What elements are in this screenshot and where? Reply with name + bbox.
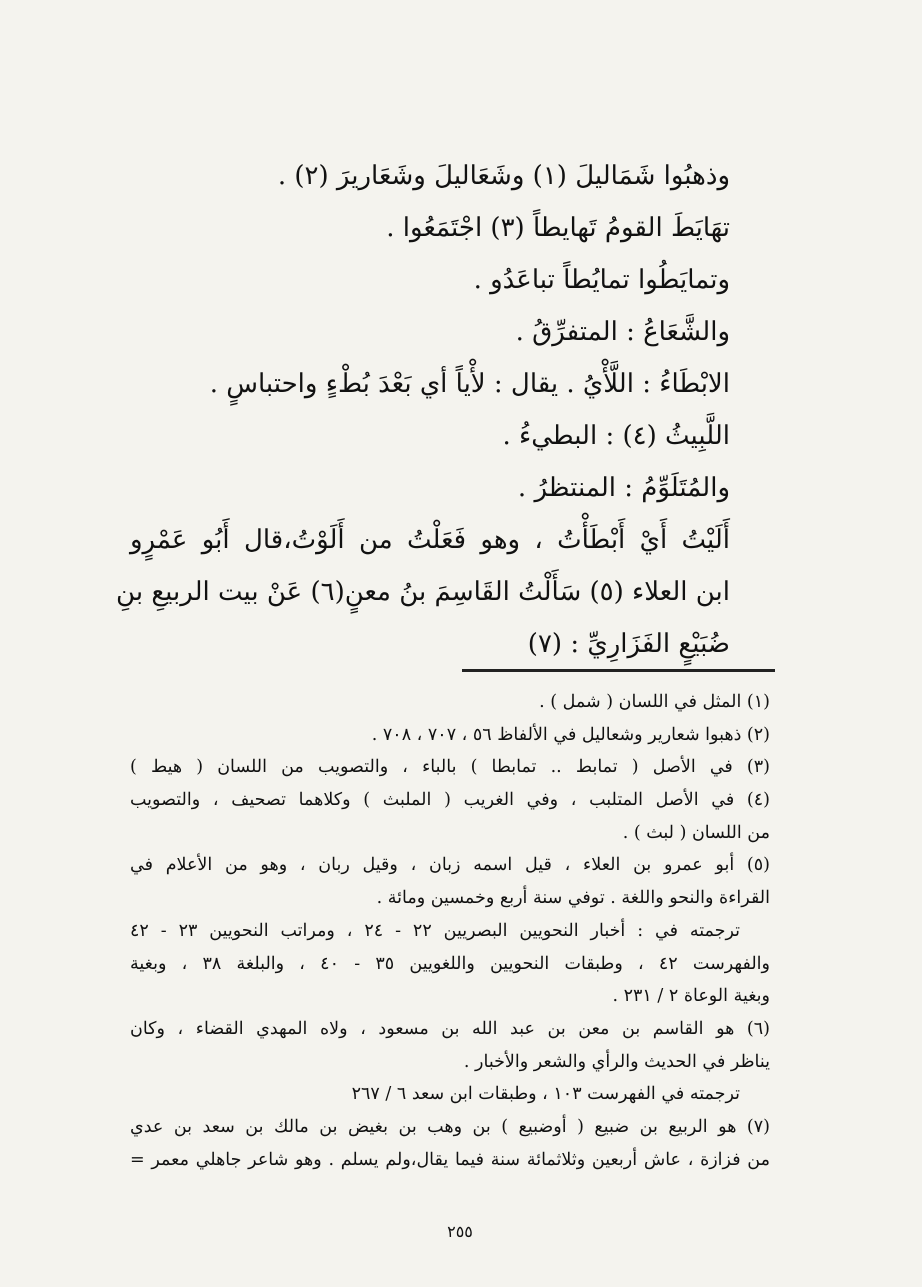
main-text-line: اللَّبِيثُ (٤) : البطيءُ . [502, 421, 730, 451]
footnote-line: من فزازة ، عاش أربعين وثلاثمائة سنة فيما يقال،ولم يسلم . وهو شاعر جاهلي معمر = [130, 1149, 770, 1170]
footnote-line: (٢) ذهبوا شعارير وشعاليل في الألفاظ ٥٦ ، ٧٠٧ ، ٧٠٨ . [371, 724, 770, 745]
footnote-line: ترجمته في : أخبار النحويين البصريين ٢٢ - ٢٤ ، ومراتب النحويين ٢٣ - ٤٢ [130, 920, 740, 941]
main-text-line: وذهبُوا شَمَاليلَ (١) وشَعَاليلَ وشَعَاريرَ (٢) . [277, 161, 730, 191]
footnote-line: (٣) في الأصل ( تمابط .. تمابطا ) بالباء ، والتصويب من اللسان ( هيط ) [130, 757, 770, 778]
main-text-line: ابن العلاء (٥) سَأَلْتُ القَاسِمَ بنُ معنٍ(٦) عَنْ بيت الربيعِ بنِ [116, 577, 730, 607]
main-text [116, 150, 730, 670]
footnote-line: (٤) في الأصل المتلبب ، وفي الغريب ( الملبث ) وكلاهما تصحيف ، والتصويب [130, 790, 770, 811]
footnote-line: (٦) هو القاسم بن معن بن عبد الله بن مسعود ، ولاه المهدي القضاء ، وكان [130, 1018, 770, 1039]
footnote-separator [462, 669, 775, 672]
footnote-line: والفهرست ٤٢ ، وطبقات النحويين واللغويين ٣٥ - ٤٠ ، والبلغة ٣٨ ، وبغية [130, 953, 770, 974]
footnotes [130, 686, 770, 1176]
footnote-line: (٧) هو الربيع بن ضبيع ( أوضبيع ) بن وهب بن بغيض بن مالك بن سعد بن عدي [130, 1116, 770, 1137]
footnote-line: وبغية الوعاة ٢ / ٢٣١ . [612, 986, 770, 1007]
footnote-line: (١) المثل في اللسان ( شمل ) . [539, 692, 770, 712]
main-text-line: ضُبَيْعٍ الفَزَارِيِّ : (٧) [527, 629, 730, 659]
main-text-line: الابْطَاءُ : اللَّأْيُ . يقال : لأْياً أي بَعْدَ بُطْءٍ واحتباسٍ . [209, 369, 730, 399]
main-text-line: وتمايَطُوا تمايُطاً تباعَدُو . [473, 265, 730, 295]
main-text-line: تهَايَطَ القومُ تَهايطاً (٣) اجْتَمَعُوا . [386, 213, 730, 243]
page-number: ٢٥٥ [447, 1222, 473, 1241]
footnote-line: ترجمته في الفهرست ١٠٣ ، وطبقات ابن سعد ٦ / ٢٦٧ [351, 1084, 740, 1105]
main-text-line: والشَّعَاعُ : المتفرِّقُ . [515, 317, 730, 347]
main-text-line: أَلَيْتُ أَيْ أَبْطَأْتُ ، وهو فَعَلْتُ من أَلَوْتُ،قال أَبُو عَمْرٍو [130, 525, 730, 555]
footnote-line: يناظر في الحديث والرأي والشعر والأخبار . [463, 1051, 770, 1072]
footnote-line: من اللسان ( لبث ) . [622, 822, 770, 843]
footnote-line: القراءة والنحو واللغة . توفي سنة أربع وخمسين ومائة . [376, 888, 770, 909]
footnote-line: (٥) أبو عمرو بن العلاء ، قيل اسمه زبان ، وقيل ربان ، وهو من الأعلام في [130, 855, 770, 876]
main-text-line: والمُتَلَوِّمُ : المنتظرُ . [517, 473, 730, 503]
